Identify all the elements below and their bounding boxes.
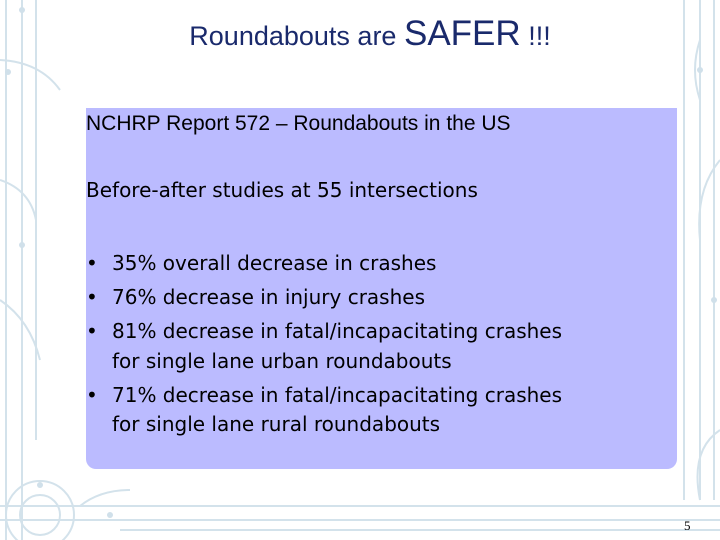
bullet-icon: • xyxy=(86,382,98,407)
report-reference: NCHRP Report 572 – Roundabouts in the US xyxy=(86,112,511,135)
slide-title xyxy=(0,14,720,54)
title-prefix: Roundabouts are xyxy=(189,21,397,51)
studies-summary: Before-after studies at 55 intersections xyxy=(86,178,478,202)
list-item xyxy=(86,317,686,376)
list-item xyxy=(86,381,686,440)
list-item xyxy=(86,249,686,279)
findings-list xyxy=(86,249,686,444)
bullet-icon: • xyxy=(86,285,98,309)
bullet-line: 71% decrease in fatal/incapacitating crashes xyxy=(112,382,563,407)
bullet-line: 76% decrease in injury crashes xyxy=(112,285,425,309)
title-emphasis: SAFER xyxy=(403,14,521,53)
title-suffix: !!! xyxy=(528,21,551,51)
bullet-line: 81% decrease in fatal/incapacitating crashes xyxy=(112,319,563,343)
page-number: 5 xyxy=(684,518,691,533)
list-item xyxy=(86,283,686,313)
bullet-line: for single lane rural roundabouts xyxy=(112,412,441,436)
bullet-icon: • xyxy=(86,251,98,275)
bullet-icon: • xyxy=(86,319,98,343)
bullet-line: 35% overall decrease in crashes xyxy=(112,251,437,275)
bullet-line: for single lane urban roundabouts xyxy=(112,348,452,373)
